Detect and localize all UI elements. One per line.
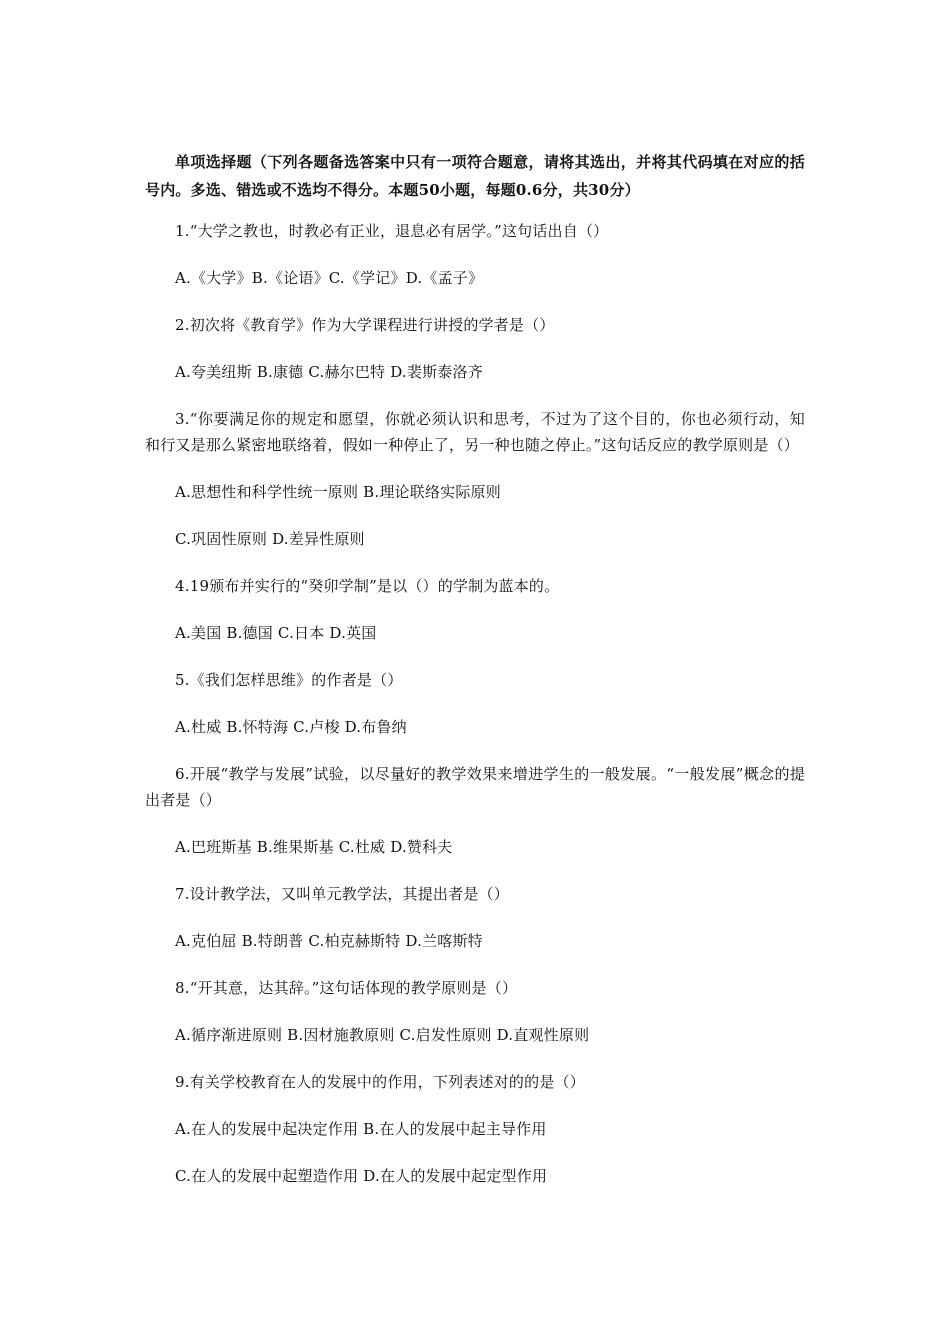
question-7-options: A.克伯屈 B.特朗普 C.柏克赫斯特 D.兰喀斯特 bbox=[175, 932, 483, 950]
question-6-options: A.巴班斯基 B.维果斯基 C.杜威 D.赞科夫 bbox=[175, 838, 453, 856]
question-3: 3.“你要满足你的规定和愿望，你就必须认识和思考，不过为了这个目的，你也必须行动，知和行又是那么紧密地联络着，假如一种停止了，另一种也随之停止。”这句话反应的教学原则是（） bbox=[145, 410, 805, 454]
question-5: 5.《我们怎样思维》的作者是（） bbox=[175, 671, 403, 689]
question-1-options: A.《大学》B.《论语》C.《学记》D.《孟子》 bbox=[175, 269, 484, 287]
question-3-options-c-d: C.巩固性原则 D.差异性原则 bbox=[175, 530, 365, 548]
question-4-options: A.美国 B.德国 C.日本 D.英国 bbox=[175, 624, 377, 642]
question-9-options-a-b: A.在人的发展中起决定作用 B.在人的发展中起主导作用 bbox=[175, 1120, 547, 1138]
question-8-options: A.循序渐进原则 B.因材施教原则 C.启发性原则 D.直观性原则 bbox=[175, 1026, 590, 1044]
question-5-options: A.杜威 B.怀特海 C.卢梭 D.布鲁纳 bbox=[175, 718, 407, 736]
question-2: 2.初次将《教育学》作为大学课程进行讲授的学者是（） bbox=[175, 316, 555, 334]
question-9-options-c-d: C.在人的发展中起塑造作用 D.在人的发展中起定型作用 bbox=[175, 1167, 548, 1185]
question-1: 1.“大学之教也，时教必有正业，退息必有居学。”这句话出自（） bbox=[175, 222, 609, 240]
question-6: 6.开展“教学与发展”试验，以尽量好的教学效果来增进学生的一般发展。“一般发展”概念的提出者是（） bbox=[145, 765, 805, 809]
question-2-options: A.夸美纽斯 B.康德 C.赫尔巴特 D.裴斯泰洛齐 bbox=[175, 363, 483, 381]
document-page bbox=[145, 148, 805, 1210]
question-4: 4.19颁布并实行的“癸卯学制”是以（）的学制为蓝本的。 bbox=[175, 577, 560, 595]
question-9: 9.有关学校教育在人的发展中的作用，下列表述对的的是（） bbox=[175, 1073, 585, 1091]
question-3-options-a-b: A.思想性和科学性统一原则 B.理论联络实际原则 bbox=[175, 483, 501, 501]
section-heading: 单项选择题（下列各题备选答案中只有一项符合题意，请将其选出，并将其代码填在对应的括号内。多选、错选或不选均不得分。本题50小题，每题0.6分，共30分） bbox=[145, 153, 805, 199]
question-7: 7.设计教学法，又叫单元教学法，其提出者是（） bbox=[175, 885, 509, 903]
question-8: 8.“开其意，达其辞。”这句话体现的教学原则是（） bbox=[175, 979, 518, 997]
